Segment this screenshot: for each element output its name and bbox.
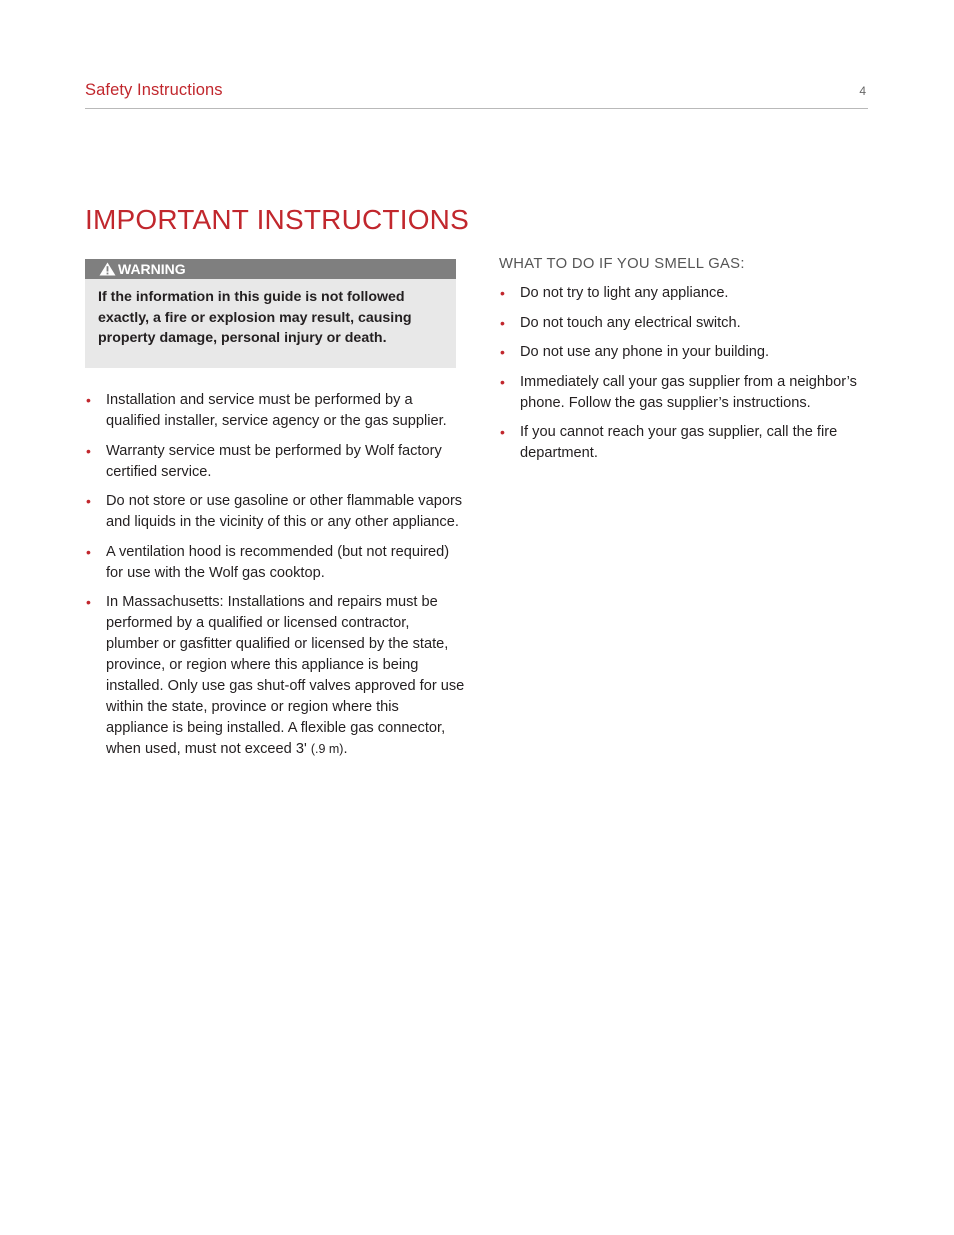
bullet-icon: • bbox=[500, 373, 505, 390]
section-title: Safety Instructions bbox=[85, 81, 223, 99]
page-title: IMPORTANT INSTRUCTIONS bbox=[85, 204, 469, 235]
list-item-text: Warranty service must be performed by Wolf factory certified service. bbox=[106, 442, 442, 480]
sentence-end: . bbox=[343, 741, 348, 758]
bullet-icon: • bbox=[500, 344, 505, 361]
page-number: 4 bbox=[859, 84, 866, 98]
warning-box bbox=[85, 259, 456, 368]
list-item bbox=[499, 372, 879, 414]
metric-conversion: (.9 m) bbox=[310, 742, 344, 757]
bullet-icon: • bbox=[500, 424, 505, 441]
list-item-text: Do not touch any electrical switch. bbox=[520, 314, 741, 331]
list-item-text: A ventilation hood is recommended (but not required) for use with the Wolf gas cooktop. bbox=[106, 543, 450, 581]
list-item-text: Immediately call your gas supplier from a neighbor’s phone. Follow the gas supplier’s instructions. bbox=[520, 373, 857, 411]
list-item-text: Do not store or use gasoline or other flammable vapors and liquids in the vicinity of this or any other appliance. bbox=[106, 493, 463, 531]
bullet-icon: • bbox=[500, 314, 505, 331]
smell-gas-list bbox=[499, 283, 879, 464]
list-item bbox=[85, 542, 465, 584]
warning-label: WARNING bbox=[118, 261, 186, 277]
list-item bbox=[499, 283, 879, 304]
warning-text: If the information in this guide is not followed exactly, a fire or explosion may result, causing property damage, personal injury or death. bbox=[98, 289, 412, 347]
warning-bar bbox=[85, 259, 456, 279]
list-item bbox=[85, 592, 465, 760]
list-item-text: If you cannot reach your gas supplier, call the fire department. bbox=[520, 424, 838, 462]
list-item bbox=[85, 491, 465, 533]
list-item bbox=[85, 390, 465, 432]
warning-triangle-icon bbox=[99, 262, 116, 276]
list-item bbox=[499, 422, 879, 464]
page-header bbox=[85, 80, 868, 109]
bullet-icon: • bbox=[500, 285, 505, 301]
bullet-icon: • bbox=[86, 594, 91, 611]
smell-gas-heading: WHAT TO DO IF YOU SMELL GAS: bbox=[499, 256, 745, 272]
bullet-icon: • bbox=[86, 442, 91, 459]
list-item bbox=[85, 441, 465, 483]
list-item-text: Installation and service must be performed by a qualified installer, service agency or the gas supplier. bbox=[106, 392, 447, 429]
smell-gas-section bbox=[499, 254, 879, 473]
bullet-icon: • bbox=[86, 392, 91, 408]
list-item bbox=[499, 313, 879, 334]
list-item bbox=[499, 342, 879, 363]
bullet-icon: • bbox=[86, 493, 91, 510]
list-item-text: Do not try to light any appliance. bbox=[520, 285, 729, 301]
list-item-text: In Massachusetts: Installations and repairs must be performed by a qualified or licensed contractor, plumber or gasfitter qualified or licensed by the state, province, or region where this appliance is being installed. Only use gas shut-off valves approved for use within the state, province or region where this appliance is being installed. A flexible gas connector, when used, must not exceed 3' bbox=[106, 594, 465, 758]
bullet-icon: • bbox=[86, 543, 91, 560]
installation-list bbox=[85, 390, 465, 769]
list-item-text: Do not use any phone in your building. bbox=[520, 344, 770, 361]
